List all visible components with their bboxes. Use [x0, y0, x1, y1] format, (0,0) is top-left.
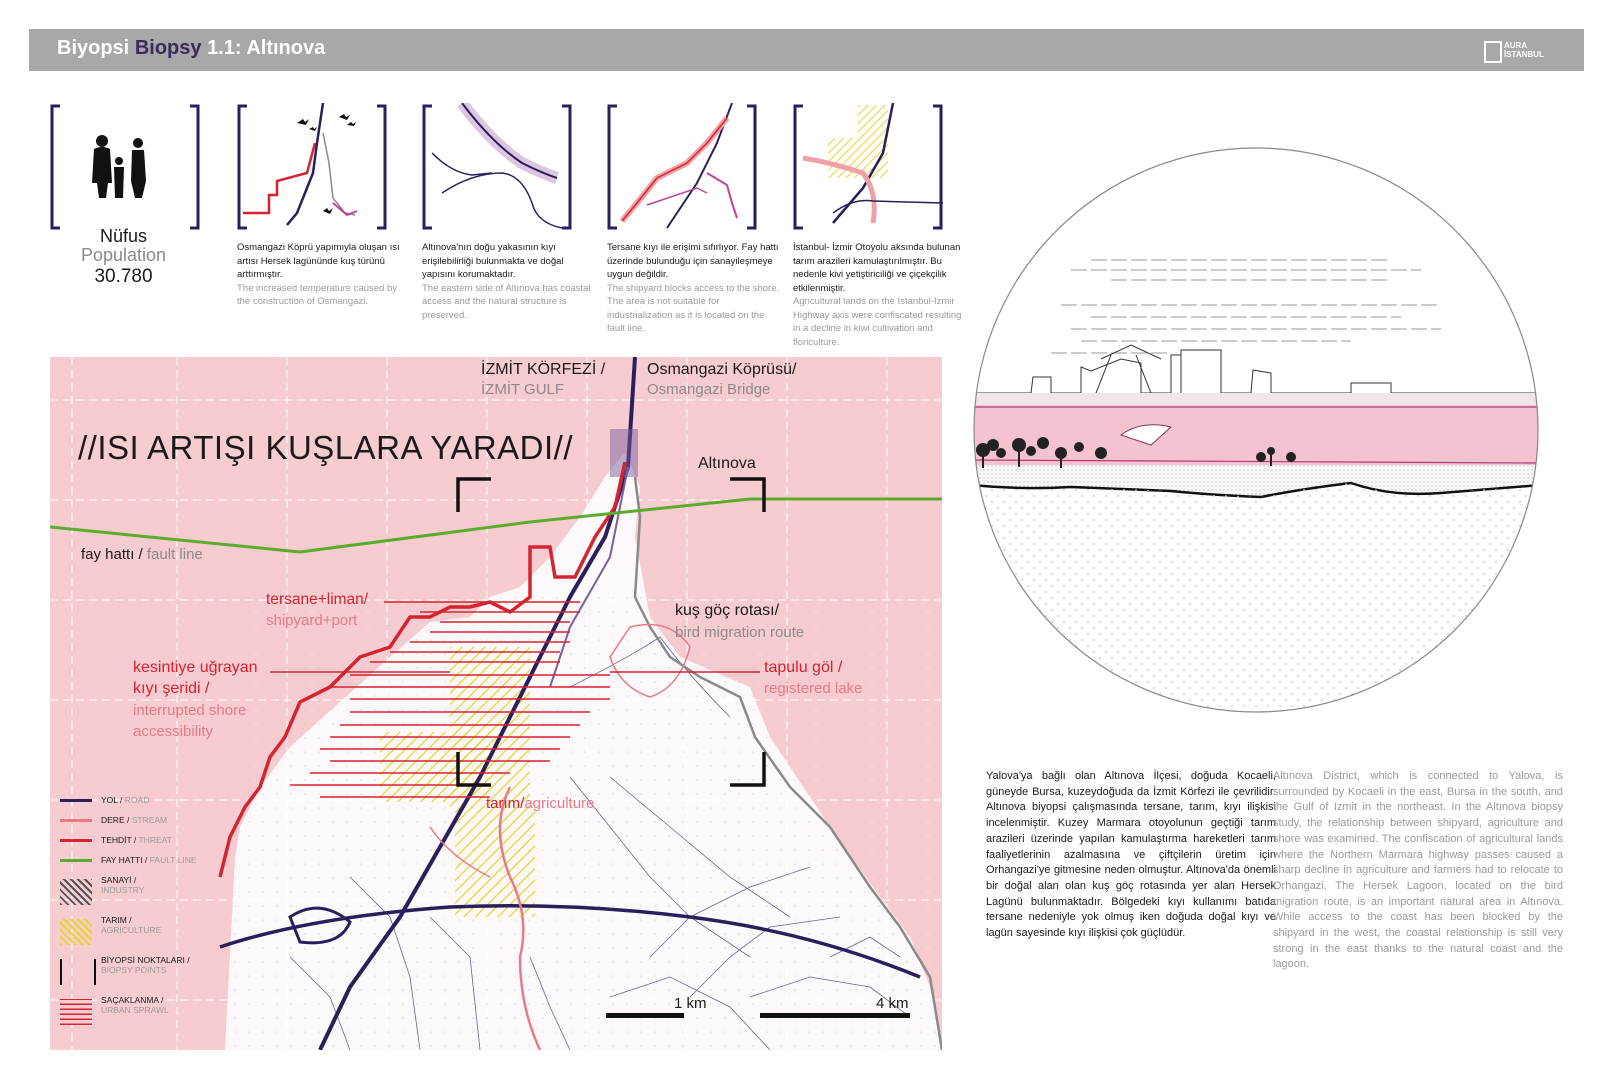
legend-stream-swatch [60, 819, 92, 822]
caption-shipyard-tr: Tersane kıyı ile erişimi sıfırlıyor. Fay hattı üzerinde bulunduğu için sanayileşmeye uygun değildir. [607, 242, 779, 280]
header-bar [29, 29, 1584, 71]
legend-agriculture-tr: TARIM / [101, 915, 132, 925]
population-value: 30.780 [94, 266, 153, 287]
legend-sprawl-en: URBAN SPRAWL [101, 1005, 169, 1015]
legend-fault-tr: FAY HATTI / [101, 855, 148, 865]
logo-mark-icon [1484, 41, 1502, 63]
legend-road [55, 793, 207, 813]
legend-biopsy-en: BIOPSY POINTS [101, 965, 167, 975]
legend-threat-tr: TEHDİT / [101, 835, 137, 845]
label-agri-en: agriculture [524, 795, 595, 812]
label-bridge-tr: Osmangazi Köprüsü/ [647, 361, 797, 378]
label-fault: fay hattı / fault line [81, 546, 203, 563]
population-label-tr: Nüfus [99, 226, 148, 246]
panel-population [50, 103, 200, 233]
panel-highway-agri [793, 103, 943, 233]
soil-area [971, 483, 1541, 715]
legend-industry-en: INDUSTRY [101, 885, 145, 895]
legend-fault [55, 853, 207, 873]
label-bridge-en: Osmangazi Bridge [647, 381, 771, 398]
legend-industry-swatch [60, 879, 92, 905]
label-fault-en: fault line [146, 546, 203, 563]
caption-east-coast [422, 241, 597, 322]
title-suffix: 1.1: Altınova [207, 37, 326, 59]
label-lake-tr: tapulu göl / [764, 659, 843, 676]
legend-road-en: ROAD [124, 795, 150, 805]
legend-stream-en: STREAM [131, 815, 168, 825]
legend-biopsy-points [55, 953, 207, 993]
logo-line-1: AURA [1504, 41, 1528, 50]
legend-biopsy-swatch [60, 959, 96, 985]
legend-agriculture [55, 913, 207, 953]
family-icon [50, 103, 200, 233]
label-gulf-en: İZMİT GULF [481, 381, 565, 398]
title-prefix: Biyopsi [57, 37, 130, 59]
caption-highway [793, 241, 968, 349]
page-title [57, 37, 325, 60]
legend-sprawl-swatch [60, 999, 92, 1025]
label-agriculture: tarım/agriculture [486, 795, 595, 812]
logo-line-2: İSTANBUL [1504, 50, 1544, 59]
panel-east-coast [422, 103, 572, 233]
legend-road-tr: YOL / [101, 795, 123, 805]
aura-istanbul-logo [1484, 39, 1564, 63]
label-shore-en-2: accessibility [133, 723, 214, 740]
highway-agriculture-diagram [793, 103, 943, 233]
legend-industry-tr: SANAYİ / [101, 875, 137, 885]
label-lake-en: registered lake [764, 680, 863, 697]
legend-industry [55, 873, 207, 913]
label-town: Altınova [698, 455, 756, 472]
legend-road-swatch [60, 799, 92, 802]
label-agri-tr: tarım [486, 795, 521, 812]
legend-sprawl [55, 993, 207, 1033]
legend-sprawl-tr: SAÇAKLANMA / [101, 995, 164, 1005]
label-fault-tr: fay hattı [81, 546, 135, 563]
legend-stream [55, 813, 207, 833]
panel-bridge-birds [237, 103, 387, 233]
caption-highway-en: Agricultural lands on the Istanbul-Izmir Highway axis were confiscated resulting in a decline in kiwi cultivation and floriculture. [793, 296, 962, 348]
label-shore-tr-1: kesintiye uğrayan [133, 659, 258, 676]
caption-highway-tr: İstanbul- İzmir Otoyolu aksında bulunan tarım arazileri kamulaştırılmıştır. Bu nedenle kivi yetiştiriciliği ve çiçekçilik etkilenmiştir. [793, 242, 961, 294]
legend-threat-swatch [60, 839, 92, 842]
legend-fault-en: FAULT LINE [149, 855, 197, 865]
population-label-en: Population [80, 245, 167, 265]
legend-biopsy-tr: BİYOPSİ NOKTALARI / [101, 955, 190, 965]
body-text-english: Altınova District, which is connected to Yalova, is surrounded by Kocaeli in the east, Bursa in the south, and the Gulf of Izmit in the northeast. In the Altınova biopsy study, the relationship between shipyard, agriculture and shore was examined. The confiscation of agricultural lands where the Northern Marmara highway passes caused a sharp decline in agriculture and farmers had to relocate to Orhangazi. The Hersek Lagoon, located on the bird migration route, is an important natural area in Altınova. While access to the coast has been blocked by the shipyard in the west, the coastal relationship is still very strong in the east thanks to the natural coast and the lagoon. [1273, 770, 1563, 971]
panel-shipyard [607, 103, 757, 233]
caption-bridge-tr: Osmangazi Köprü yapımıyla oluşan ısı artısı Hersek lagününde kuş türünü arttırmıştır. [237, 242, 400, 280]
caption-bridge [237, 241, 412, 309]
population-block [51, 226, 196, 288]
label-gulf-tr: İZMİT KÖRFEZİ / [481, 361, 606, 378]
map-headline: //ISI ARTIŞI KUŞLARA YARADI// [78, 429, 574, 466]
caption-east-coast-en: The eastern side of Altınova has coastal access and the natural structure is preserved. [422, 282, 591, 321]
caption-east-coast-tr: Altınova'nın doğu yakasının kıyı erişilebilirliği bulunmakta ve doğal yapısını korumaktadır. [422, 242, 564, 280]
logo-text [1504, 41, 1544, 59]
label-shipyard-tr: tersane+liman/ [266, 591, 369, 608]
main-map [50, 357, 942, 1050]
title-mid: Biopsy [134, 37, 202, 59]
label-shipyard-en: shipyard+port [266, 612, 358, 629]
scale-label-1km: 1 km [674, 995, 707, 1012]
scale-label-4km: 4 km [876, 995, 909, 1012]
label-shore-en-1: interrupted shore [133, 702, 247, 719]
label-migration-en: bird migration route [675, 624, 805, 641]
legend-fault-swatch [60, 859, 92, 862]
legend-agriculture-en: AGRICULTURE [101, 925, 162, 935]
coastal-section-drawing [971, 145, 1541, 715]
label-migration-tr: kuş göç rotası/ [675, 602, 780, 619]
section-circle [971, 145, 1541, 715]
legend-threat-en: THREAT [138, 835, 172, 845]
label-shore-tr-2: kıyı şeridi / [133, 680, 210, 697]
legend-stream-tr: DERE / [101, 815, 130, 825]
bridge-birds-diagram [237, 103, 387, 233]
map-legend [55, 793, 207, 1033]
caption-shipyard [607, 241, 782, 336]
caption-shipyard-en: The shipyard blocks access to the shore. The area is not suitable for industrialization as it is located on the fault line. [607, 282, 780, 334]
body-text-turkish: Yalova'ya bağlı olan Altınova İlçesi, doğuda Kocaeli, güneyde Bursa, kuzeydoğuda da İzmit Körfezi ile çevrilidir. Altınova biyopsi çalışmasında tersane, tarım, kıyı ilişkisi incelenmiştir. Kuzey Marmara otoyolunun geçtiği tarım arazileri üzerinde yapılan kamulaştırma hareketleri tarım faaliyetlerinin azalmasına ve çiftçilerin üretim için Orhangazi'ye gitmesine neden olmuştur. Altınova'da önemli bir doğal alan olan kuş göç rotasında yer alan Hersek Lagünü bulunmaktadır. Bölgedeki kıyı kullanımı batıda tersane nedeniyle yok olmuş iken doğuda doğal kıyı ve lagün sayesinde kıyı ilişkisi çok güçlüdür. [986, 770, 1276, 940]
caption-bridge-en: The increased temperature caused by the construction of Osmangazi. [237, 282, 398, 307]
east-coast-diagram [422, 103, 572, 233]
legend-agriculture-swatch [60, 919, 92, 945]
birds-icon [297, 114, 356, 214]
agriculture-area-3 [455, 807, 535, 917]
legend-threat [55, 833, 207, 853]
shipyard-diagram [607, 103, 757, 233]
